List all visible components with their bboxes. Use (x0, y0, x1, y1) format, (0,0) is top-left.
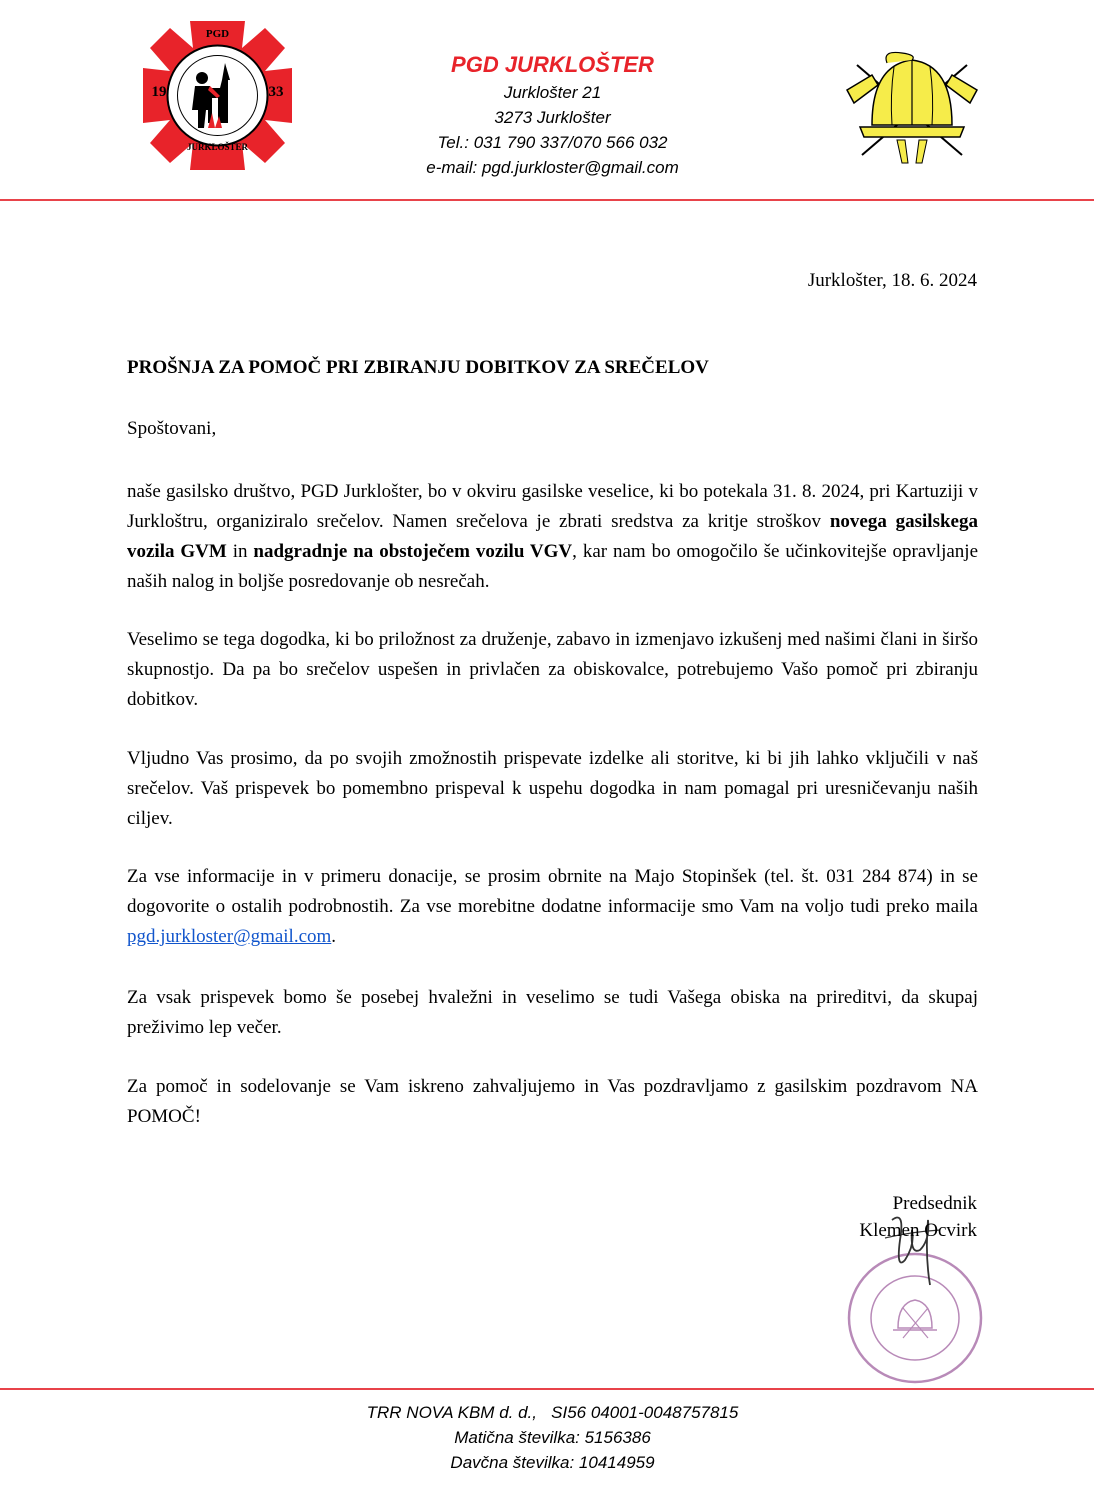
header-divider (0, 199, 1094, 201)
p6-text: Za pomoč in sodelovanje se Vam iskreno zahvaljujemo in Vas pozdravljamo z gasilskim pozdravom NA POMOČ! (127, 1076, 978, 1127)
logo-bottom-text: JURKLOŠTER (186, 142, 248, 152)
footer (300, 1400, 805, 1475)
bank-account: TRR NOVA KBM d. d., SI56 04001-0048757815 (366, 1403, 739, 1422)
signatory-role: Predsednik (892, 1193, 977, 1214)
paragraph-2 (127, 625, 978, 715)
p2-text: Veselimo se tega dogodka, ki bo priložnost za druženje, zabavo in izmenjavo izkušenj med našimi člani in širšo skupnostjo. Da pa bo srečelov uspešen in privlačen za obiskovalce, potrebujemo Vašo pomoč pri zbiranju dobitkov. (127, 629, 978, 710)
paragraph-6 (127, 1072, 978, 1132)
email-link[interactable]: pgd.jurkloster@gmail.com (127, 926, 332, 947)
p4-text-b: . (331, 926, 337, 947)
tax-number: Davčna številka: 10414959 (450, 1453, 655, 1472)
fire-helmet-icon (842, 45, 982, 165)
logo-year-right: 33 (268, 84, 284, 100)
registration-number: Matična številka: 5156386 (454, 1428, 651, 1447)
address-street: Jurklošter 21 (503, 83, 602, 102)
signatory-name: Klemen Ocvirk (859, 1220, 977, 1241)
p3-text: Vljudno Vas prosimo, da po svojih zmožnostih prispevate izdelke ali storitve, ki bi jih lahko vključili v naš srečelov. Vaš prispevek bo pomembno prispeval k uspehu dogodka in nam pomagal pri uresničevanju naših ciljev. (127, 748, 978, 829)
p1-text-e: , kar nam bo omogočilo še učinkovitejše opravljanje naših nalog in boljše posredovanje ob nesrečah. (127, 541, 978, 592)
p1-bold-upgrade: nadgradnje na obstoječem vozilu VGV (253, 541, 573, 562)
letter-date: Jurklošter, 18. 6. 2024 (807, 270, 977, 291)
org-name: PGD JURKLOŠTER (451, 52, 654, 77)
signature-block (859, 1190, 977, 1244)
letterhead (300, 50, 805, 180)
paragraph-3 (127, 744, 978, 834)
paragraph-5 (127, 983, 978, 1043)
email-address: e-mail: pgd.jurkloster@gmail.com (426, 158, 679, 177)
paragraph-4 (127, 862, 978, 952)
pgd-logo (140, 18, 295, 173)
p1-text-c: in (226, 541, 254, 562)
p4-text-a: Za vse informacije in v primeru donacije, se prosim obrnite na Majo Stopinšek (tel. št. 031 284 874) in se dogovorite o ostalih podrobnostih. Za vse morebitne dodatne informacije smo Vam na voljo tudi preko maila (127, 866, 978, 917)
logo-top-text: PGD (205, 28, 230, 40)
p1-text-a: naše gasilsko društvo, PGD Jurklošter, bo v okviru gasilske veselice, ki bo potekala 31. 8. 2024, pri Kartuziji v Jurkloštru, organiziralo srečelov. Namen srečelova je zbrati sredstva za kritje stroškov (127, 481, 978, 532)
letter-title: PROŠNJA ZA POMOČ PRI ZBIRANJU DOBITKOV ZA SREČELOV (127, 357, 709, 378)
paragraph-1 (127, 477, 978, 597)
phone-numbers: Tel.: 031 790 337/070 566 032 (437, 133, 668, 152)
logo-year-left: 19 (151, 84, 167, 100)
footer-divider (0, 1388, 1094, 1390)
address-city: 3273 Jurklošter (494, 108, 611, 127)
p5-text: Za vsak prispevek bomo še posebej hvaležni in veselimo se tudi Vašega obiska na prireditvi, da skupaj preživimo lep večer. (127, 987, 978, 1038)
greeting: Spoštovani, (127, 418, 217, 439)
p1-bold-vehicle: novega gasilskega vozila GVM (127, 511, 978, 562)
